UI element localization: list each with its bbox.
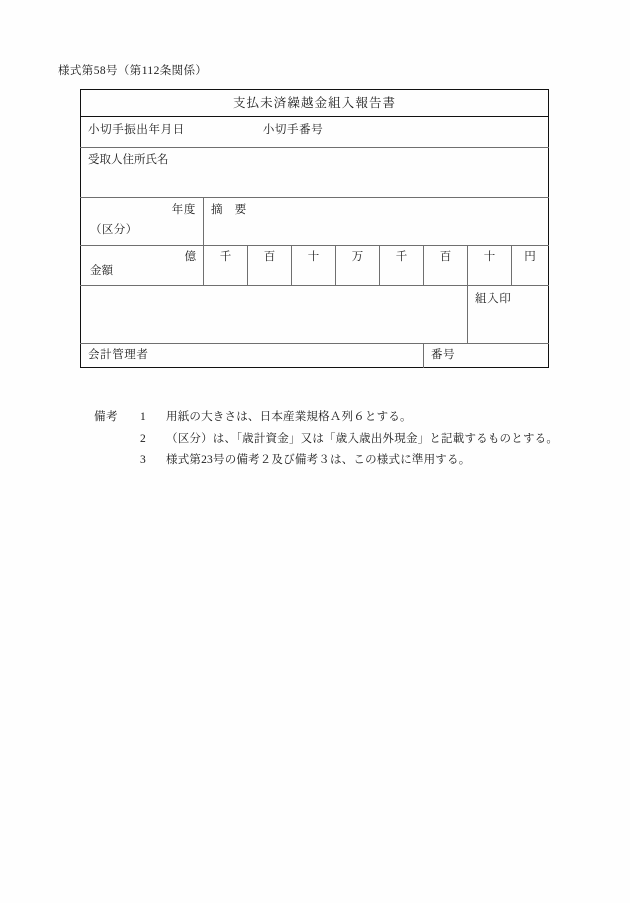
fiscal-year-cell <box>81 198 204 246</box>
report-form-table <box>80 89 549 368</box>
payee-cell <box>81 148 549 198</box>
digit-column-sen-1 <box>204 246 248 286</box>
note-number: 2 <box>140 432 146 445</box>
notes-section <box>94 412 594 477</box>
digit-column-juu-1 <box>292 246 336 286</box>
title-row <box>81 90 549 117</box>
digit-column-man <box>336 246 380 286</box>
digit-label-hyaku-2: 百 <box>439 251 452 263</box>
fiscal-year-label: 年度 <box>171 204 196 216</box>
digit-column-hyaku-2 <box>424 246 468 286</box>
payee-row <box>81 148 549 198</box>
accounting-manager-cell <box>81 344 424 368</box>
payee-label: 受取人住所氏名 <box>88 154 169 166</box>
summary-cell <box>204 198 549 246</box>
check-row <box>81 117 549 148</box>
document-title: 支払未済繰越金組入報告書 <box>232 95 397 110</box>
seal-label: 組入印 <box>475 293 512 305</box>
fiscal-year-row <box>81 198 549 246</box>
note-text: （区分）は、「歳計資金」又は「歳入歳出外現金」と記載するものとする。 <box>166 432 559 445</box>
digit-label-juu-2: 十 <box>483 251 496 263</box>
note-text: 用紙の大きさは、日本産業規格Ａ列６とする。 <box>166 411 412 423</box>
digit-label-juu-1: 十 <box>307 251 320 263</box>
seal-row <box>81 286 549 344</box>
digit-label-man: 万 <box>351 251 364 263</box>
digit-label-sen-1: 千 <box>219 251 232 263</box>
number-label: 番号 <box>431 348 456 361</box>
number-cell <box>424 344 549 368</box>
note-number: 1 <box>140 411 146 423</box>
note-item <box>94 412 594 424</box>
accounting-manager-label: 会計管理者 <box>88 348 149 361</box>
blank-area-cell <box>81 286 468 344</box>
digit-column-en <box>512 246 549 286</box>
footer-row <box>81 344 549 368</box>
amount-row <box>81 246 549 286</box>
digit-column-juu-2 <box>468 246 512 286</box>
note-item <box>94 434 594 446</box>
note-item <box>94 455 594 467</box>
amount-unit-oku: 億 <box>184 251 196 263</box>
digit-label-sen-2: 千 <box>395 251 408 263</box>
check-number-label: 小切手番号 <box>262 124 324 136</box>
digit-column-sen-2 <box>380 246 424 286</box>
digit-label-hyaku-1: 百 <box>263 251 276 263</box>
seal-box-cell <box>468 286 549 344</box>
notes-heading: 備考 <box>94 411 119 423</box>
note-number: 3 <box>140 454 146 466</box>
check-date-label: 小切手振出年月日 <box>88 124 185 136</box>
digit-column-hyaku-1 <box>248 246 292 286</box>
note-text: 様式第23号の備考２及び備考３は、この様式に準用する。 <box>166 454 471 466</box>
amount-cell <box>81 246 204 286</box>
title-cell <box>81 90 549 117</box>
check-cell <box>81 117 549 148</box>
summary-label: 摘 要 <box>211 204 247 216</box>
amount-label: 金額 <box>90 265 113 278</box>
form-number-heading: 様式第58号（第112条関係） <box>58 65 208 77</box>
classification-label: （区分） <box>90 224 138 237</box>
digit-label-en: 円 <box>524 251 536 263</box>
